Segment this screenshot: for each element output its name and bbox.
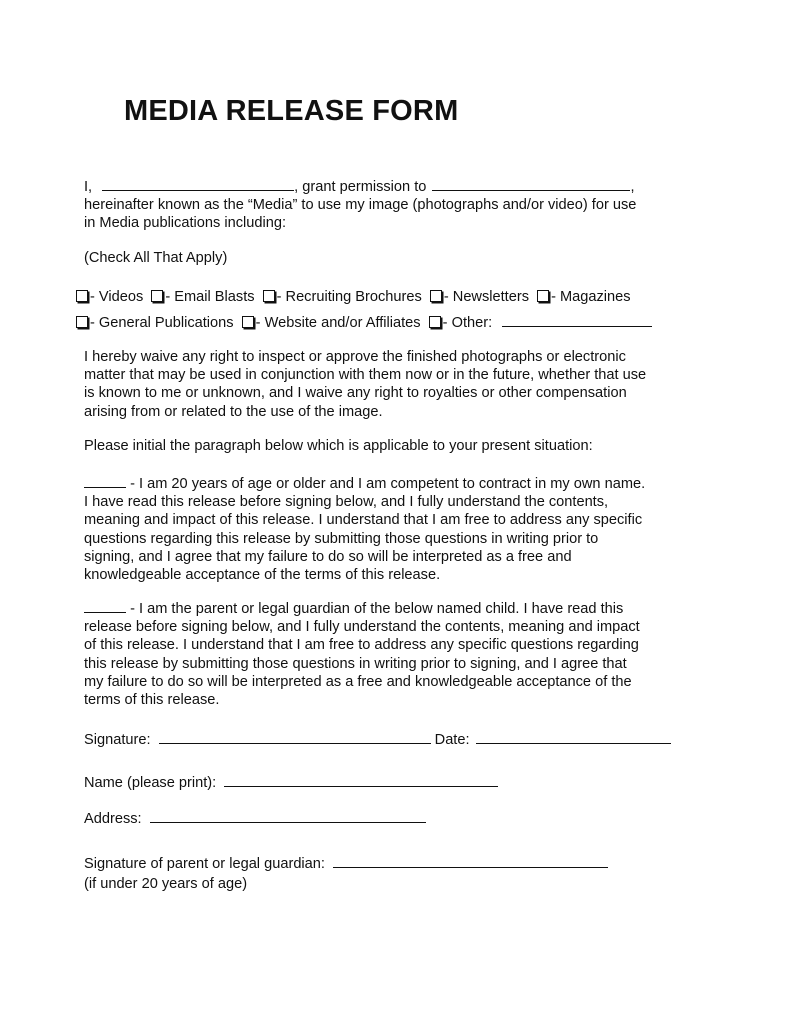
waiver-line: is known to me or unknown, and I waive any right to royalties or other compensation bbox=[84, 385, 627, 402]
intro-suffix: , bbox=[630, 179, 635, 195]
checkbox-icon[interactable] bbox=[76, 316, 88, 328]
waiver-paragraph bbox=[84, 348, 704, 421]
option-videos[interactable] bbox=[76, 288, 143, 306]
waiver-line: arising from or related to the use of the image. bbox=[84, 403, 383, 420]
option-label: - Newsletters bbox=[443, 289, 530, 305]
option-other[interactable] bbox=[429, 314, 492, 332]
option-website-affiliates[interactable] bbox=[242, 314, 421, 332]
check-all-label: (Check All That Apply) bbox=[84, 250, 228, 266]
guardian-signature-field[interactable] bbox=[333, 853, 608, 868]
intro-line-2: hereinafter known as the “Media” to use my image (photographs and/or video) for use bbox=[84, 197, 637, 214]
adult-line: questions regarding this release by submitting those questions in writing prior to bbox=[84, 530, 599, 547]
address-row bbox=[84, 808, 426, 827]
guardian-line: release before signing below, and I fully understand the contents, meaning and impact bbox=[84, 619, 640, 636]
signature-field[interactable] bbox=[159, 729, 431, 744]
intro-line-3: in Media publications including: bbox=[84, 215, 287, 232]
name-field[interactable] bbox=[224, 772, 498, 787]
option-label: - Videos bbox=[90, 289, 144, 305]
adult-line-text: - I am 20 years of age or older and I am competent to contract in my own name. bbox=[130, 476, 646, 492]
options-row-1 bbox=[76, 288, 696, 306]
option-label: - Email Blasts bbox=[165, 289, 255, 305]
initial-instruction: Please initial the paragraph below which is applicable to your present situation: bbox=[84, 438, 593, 454]
intro-prefix: I, bbox=[84, 179, 93, 195]
grantee-name-field[interactable] bbox=[432, 176, 630, 191]
intro-mid: , grant permission to bbox=[294, 179, 427, 195]
option-newsletters[interactable] bbox=[430, 288, 529, 306]
guardian-paragraph bbox=[84, 598, 704, 709]
grantor-name-field[interactable] bbox=[102, 176, 294, 191]
signature-row bbox=[84, 729, 671, 748]
date-label: Date: bbox=[434, 732, 470, 748]
adult-line: signing, and I agree that my failure to do so will be interpreted as a free and bbox=[84, 548, 572, 565]
option-label: - General Publications bbox=[90, 315, 234, 331]
signature-label: Signature: bbox=[84, 732, 151, 748]
name-label: Name (please print): bbox=[84, 775, 217, 791]
adult-paragraph bbox=[84, 473, 704, 584]
waiver-line: I hereby waive any right to inspect or approve the finished photographs or electronic bbox=[84, 349, 626, 365]
guardian-initials-field[interactable] bbox=[84, 598, 126, 613]
checkbox-icon[interactable] bbox=[263, 290, 275, 302]
option-magazines[interactable] bbox=[537, 288, 631, 306]
guardian-signature-label: Signature of parent or legal guardian: bbox=[84, 856, 325, 872]
adult-line: knowledgeable acceptance of the terms of this release. bbox=[84, 567, 441, 584]
checkbox-icon[interactable] bbox=[151, 290, 163, 302]
option-label: - Website and/or Affiliates bbox=[255, 315, 421, 331]
guardian-signature-row bbox=[84, 853, 608, 872]
adult-line: meaning and impact of this release. I understand that I am free to address any specific bbox=[84, 512, 643, 529]
guardian-line: terms of this release. bbox=[84, 692, 220, 709]
option-label: - Other: bbox=[442, 315, 493, 331]
option-email-blasts[interactable] bbox=[151, 288, 254, 306]
name-row bbox=[84, 772, 498, 791]
adult-line: I have read this release before signing below, and I fully understand the contents, bbox=[84, 494, 609, 511]
other-field[interactable] bbox=[502, 312, 652, 327]
checkbox-icon[interactable] bbox=[429, 316, 441, 328]
form-title: MEDIA RELEASE FORM bbox=[124, 95, 459, 127]
guardian-line: my failure to do so will be interpreted as a free and knowledgeable acceptance of the bbox=[84, 673, 632, 690]
option-label: - Recruiting Brochures bbox=[276, 289, 422, 305]
adult-line-1 bbox=[84, 473, 704, 493]
option-recruiting-brochures[interactable] bbox=[263, 288, 422, 306]
adult-initials-field[interactable] bbox=[84, 473, 126, 488]
checkbox-icon[interactable] bbox=[76, 290, 88, 302]
address-field[interactable] bbox=[150, 808, 426, 823]
date-field[interactable] bbox=[476, 729, 671, 744]
guardian-line-1 bbox=[84, 598, 704, 618]
guardian-note: (if under 20 years of age) bbox=[84, 876, 248, 892]
checkbox-icon[interactable] bbox=[537, 290, 549, 302]
option-label: - Magazines bbox=[551, 289, 631, 305]
option-general-publications[interactable] bbox=[76, 314, 234, 332]
waiver-line: matter that may be used in conjunction with them now or in the future, whether that use bbox=[84, 367, 647, 384]
options-row-2 bbox=[76, 312, 696, 332]
checkbox-icon[interactable] bbox=[242, 316, 254, 328]
intro-line-1 bbox=[84, 176, 704, 196]
guardian-line-text: - I am the parent or legal guardian of the below named child. I have read this bbox=[130, 601, 624, 617]
guardian-line: of this release. I understand that I am free to address any specific questions regarding bbox=[84, 637, 639, 654]
guardian-line: this release by submitting those questions in writing prior to signing, and I agree that bbox=[84, 655, 627, 672]
checkbox-icon[interactable] bbox=[430, 290, 442, 302]
intro-paragraph bbox=[84, 176, 704, 233]
address-label: Address: bbox=[84, 811, 142, 827]
